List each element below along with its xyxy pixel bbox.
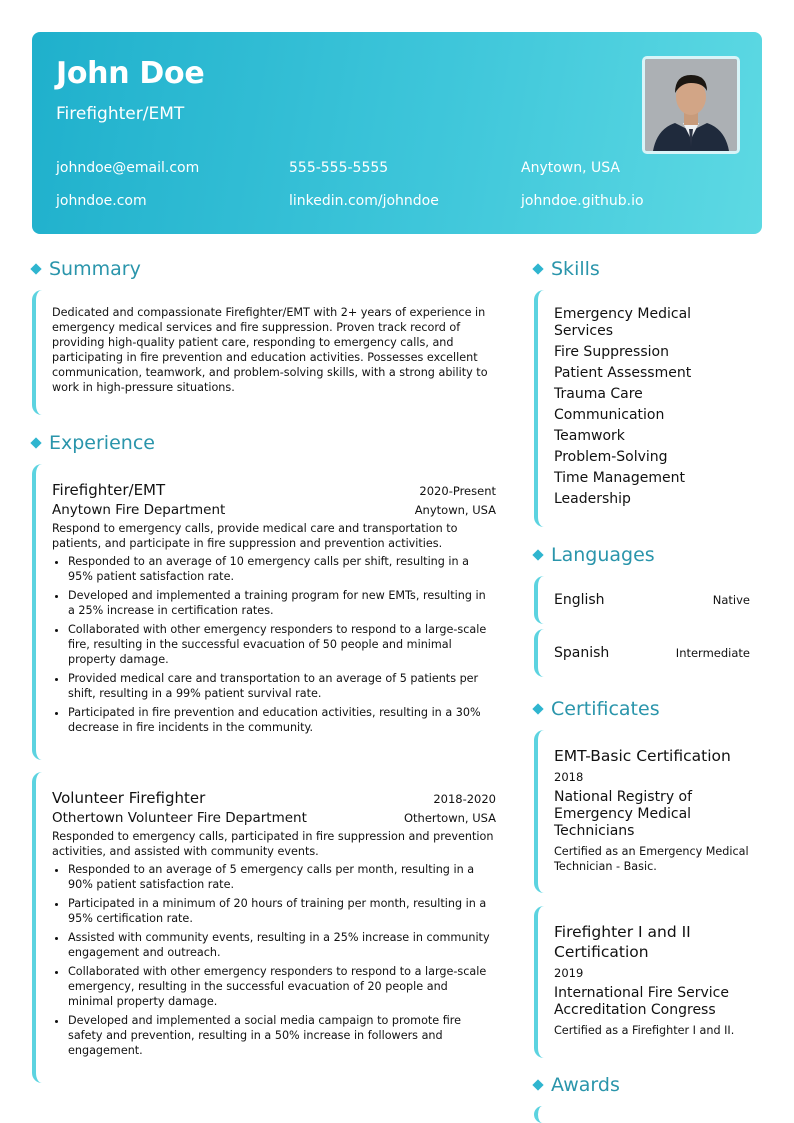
diamond-icon — [30, 263, 41, 274]
skill-item: Time Management — [554, 470, 685, 486]
summary-heading — [30, 258, 141, 280]
awards-heading-text: Awards — [551, 1074, 620, 1096]
email-link[interactable]: johndoe@email.com — [56, 160, 200, 176]
certificate-issuer: National Registry of Emergency Medical Technicians — [554, 789, 693, 839]
skills-heading-text: Skills — [551, 258, 600, 280]
skill-item: Communication — [554, 407, 665, 423]
job-achievements — [52, 862, 496, 1058]
certificate-description: Certified as a Firefighter I and II. — [554, 1024, 735, 1037]
certificate-description: Certified as an Emergency Medical Technician - Basic. — [554, 845, 749, 873]
job-dates: 2020-Present — [419, 484, 496, 498]
summary-heading-text: Summary — [49, 258, 141, 280]
candidate-title: Firefighter/EMT — [56, 104, 185, 124]
achievement-item: • Participated in a minimum of 20 hours of training per month, resulting in a 95% certification rate. — [68, 896, 496, 926]
certificate-item — [534, 906, 750, 1058]
achievement-item: • Developed and implemented a social media campaign to promote fire safety and prevention, resulting in a 50% increase in followers and engagement. — [68, 1013, 496, 1058]
job-organization: Anytown Fire Department — [52, 502, 226, 518]
achievement-item: • Developed and implemented a training program for new EMTs, resulting in a 25% increase in certification rates. — [68, 588, 496, 618]
skill-item: Trauma Care — [554, 386, 643, 402]
diamond-icon — [30, 437, 41, 448]
skills-heading — [532, 258, 600, 280]
skill-item: Patient Assessment — [554, 365, 692, 381]
certificate-year: 2018 — [554, 770, 584, 784]
job-description: Respond to emergency calls, provide medical care and transportation to patients, and participate in fire suppression and prevention activities. — [52, 522, 458, 550]
achievement-item: • Provided medical care and transportation to an average of 5 patients per shift, resulting in a 99% patient survival rate. — [68, 671, 496, 701]
skill-item: Emergency Medical Services — [554, 306, 692, 339]
profile-photo-image — [645, 59, 737, 151]
skills-card — [534, 290, 750, 527]
job-title: Volunteer Firefighter — [52, 789, 206, 807]
achievement-item: • Responded to an average of 5 emergency calls per month, resulting in a 90% patient satisfaction rate. — [68, 862, 496, 892]
languages-heading — [532, 544, 655, 566]
phone-number[interactable]: 555-555-5555 — [289, 160, 389, 176]
language-name: Spanish — [554, 645, 610, 661]
candidate-name: John Doe — [56, 56, 205, 91]
achievement-item: • Responded to an average of 10 emergency calls per shift, resulting in a 95% patient satisfaction rate. — [68, 554, 496, 584]
diamond-icon — [532, 263, 543, 274]
achievement-item: • Collaborated with other emergency responders to respond to a large-scale emergency, resulting in the successful evacuation of 20 people and minimal property damage. — [68, 964, 496, 1009]
location-text: Anytown, USA — [521, 160, 620, 176]
github-link[interactable]: johndoe.github.io — [521, 193, 644, 209]
skill-item: Fire Suppression — [554, 344, 669, 360]
diamond-icon — [532, 703, 543, 714]
profile-photo — [642, 56, 740, 154]
certificate-item — [534, 730, 750, 893]
skill-item: Teamwork — [554, 428, 625, 444]
summary-text: Dedicated and compassionate Firefighter/EMT with 2+ years of experience in emergency medical services and fire suppression. Proven track record of providing high-quality patient care, responding to emergency calls, and participating in fire prevention and education activities. Possesses excellent communication, teamwork, and problem-solving skills, with a strong ability to work in high-pressure situations. — [52, 306, 488, 394]
experience-item — [32, 464, 496, 760]
job-achievements — [52, 554, 496, 735]
achievement-item: • Assisted with community events, resulting in a 25% increase in community engagement and outreach. — [68, 930, 496, 960]
certificate-title: EMT-Basic Certification — [554, 747, 731, 765]
experience-heading-text: Experience — [49, 432, 155, 454]
experience-item — [32, 772, 496, 1083]
job-dates: 2018-2020 — [433, 792, 496, 806]
certificates-heading-text: Certificates — [551, 698, 660, 720]
achievement-item: • Collaborated with other emergency responders to respond to a large-scale fire, resulting in the successful evacuation of 50 people and minimal property damage. — [68, 622, 496, 667]
certificates-heading — [532, 698, 660, 720]
awards-card — [534, 1106, 750, 1123]
certificate-year: 2019 — [554, 966, 584, 980]
resume-header — [32, 32, 762, 234]
languages-heading-text: Languages — [551, 544, 655, 566]
certificate-issuer: International Fire Service Accreditation Congress — [554, 985, 729, 1018]
job-description: Responded to emergency calls, participated in fire suppression and prevention activities, and assisted with community events. — [52, 830, 494, 858]
job-location: Anytown, USA — [414, 503, 496, 517]
job-organization: Othertown Volunteer Fire Department — [52, 810, 307, 826]
diamond-icon — [532, 549, 543, 560]
language-level: Intermediate — [675, 646, 750, 660]
linkedin-link[interactable]: linkedin.com/johndoe — [289, 193, 439, 209]
skill-item: Problem-Solving — [554, 449, 668, 465]
awards-heading — [532, 1074, 620, 1096]
language-item — [534, 629, 750, 677]
language-item — [534, 576, 750, 624]
diamond-icon — [532, 1079, 543, 1090]
achievement-item: • Participated in fire prevention and education activities, resulting in a 30% decrease in fire incidents in the community. — [68, 705, 496, 735]
job-title: Firefighter/EMT — [52, 481, 166, 499]
skill-item: Leadership — [554, 491, 631, 507]
job-location: Othertown, USA — [404, 811, 496, 825]
summary-card — [32, 290, 496, 415]
language-level: Native — [712, 593, 750, 607]
certificate-title: Firefighter I and II Certification — [554, 923, 691, 961]
language-name: English — [554, 592, 605, 608]
experience-heading — [30, 432, 155, 454]
website-link[interactable]: johndoe.com — [56, 193, 147, 209]
